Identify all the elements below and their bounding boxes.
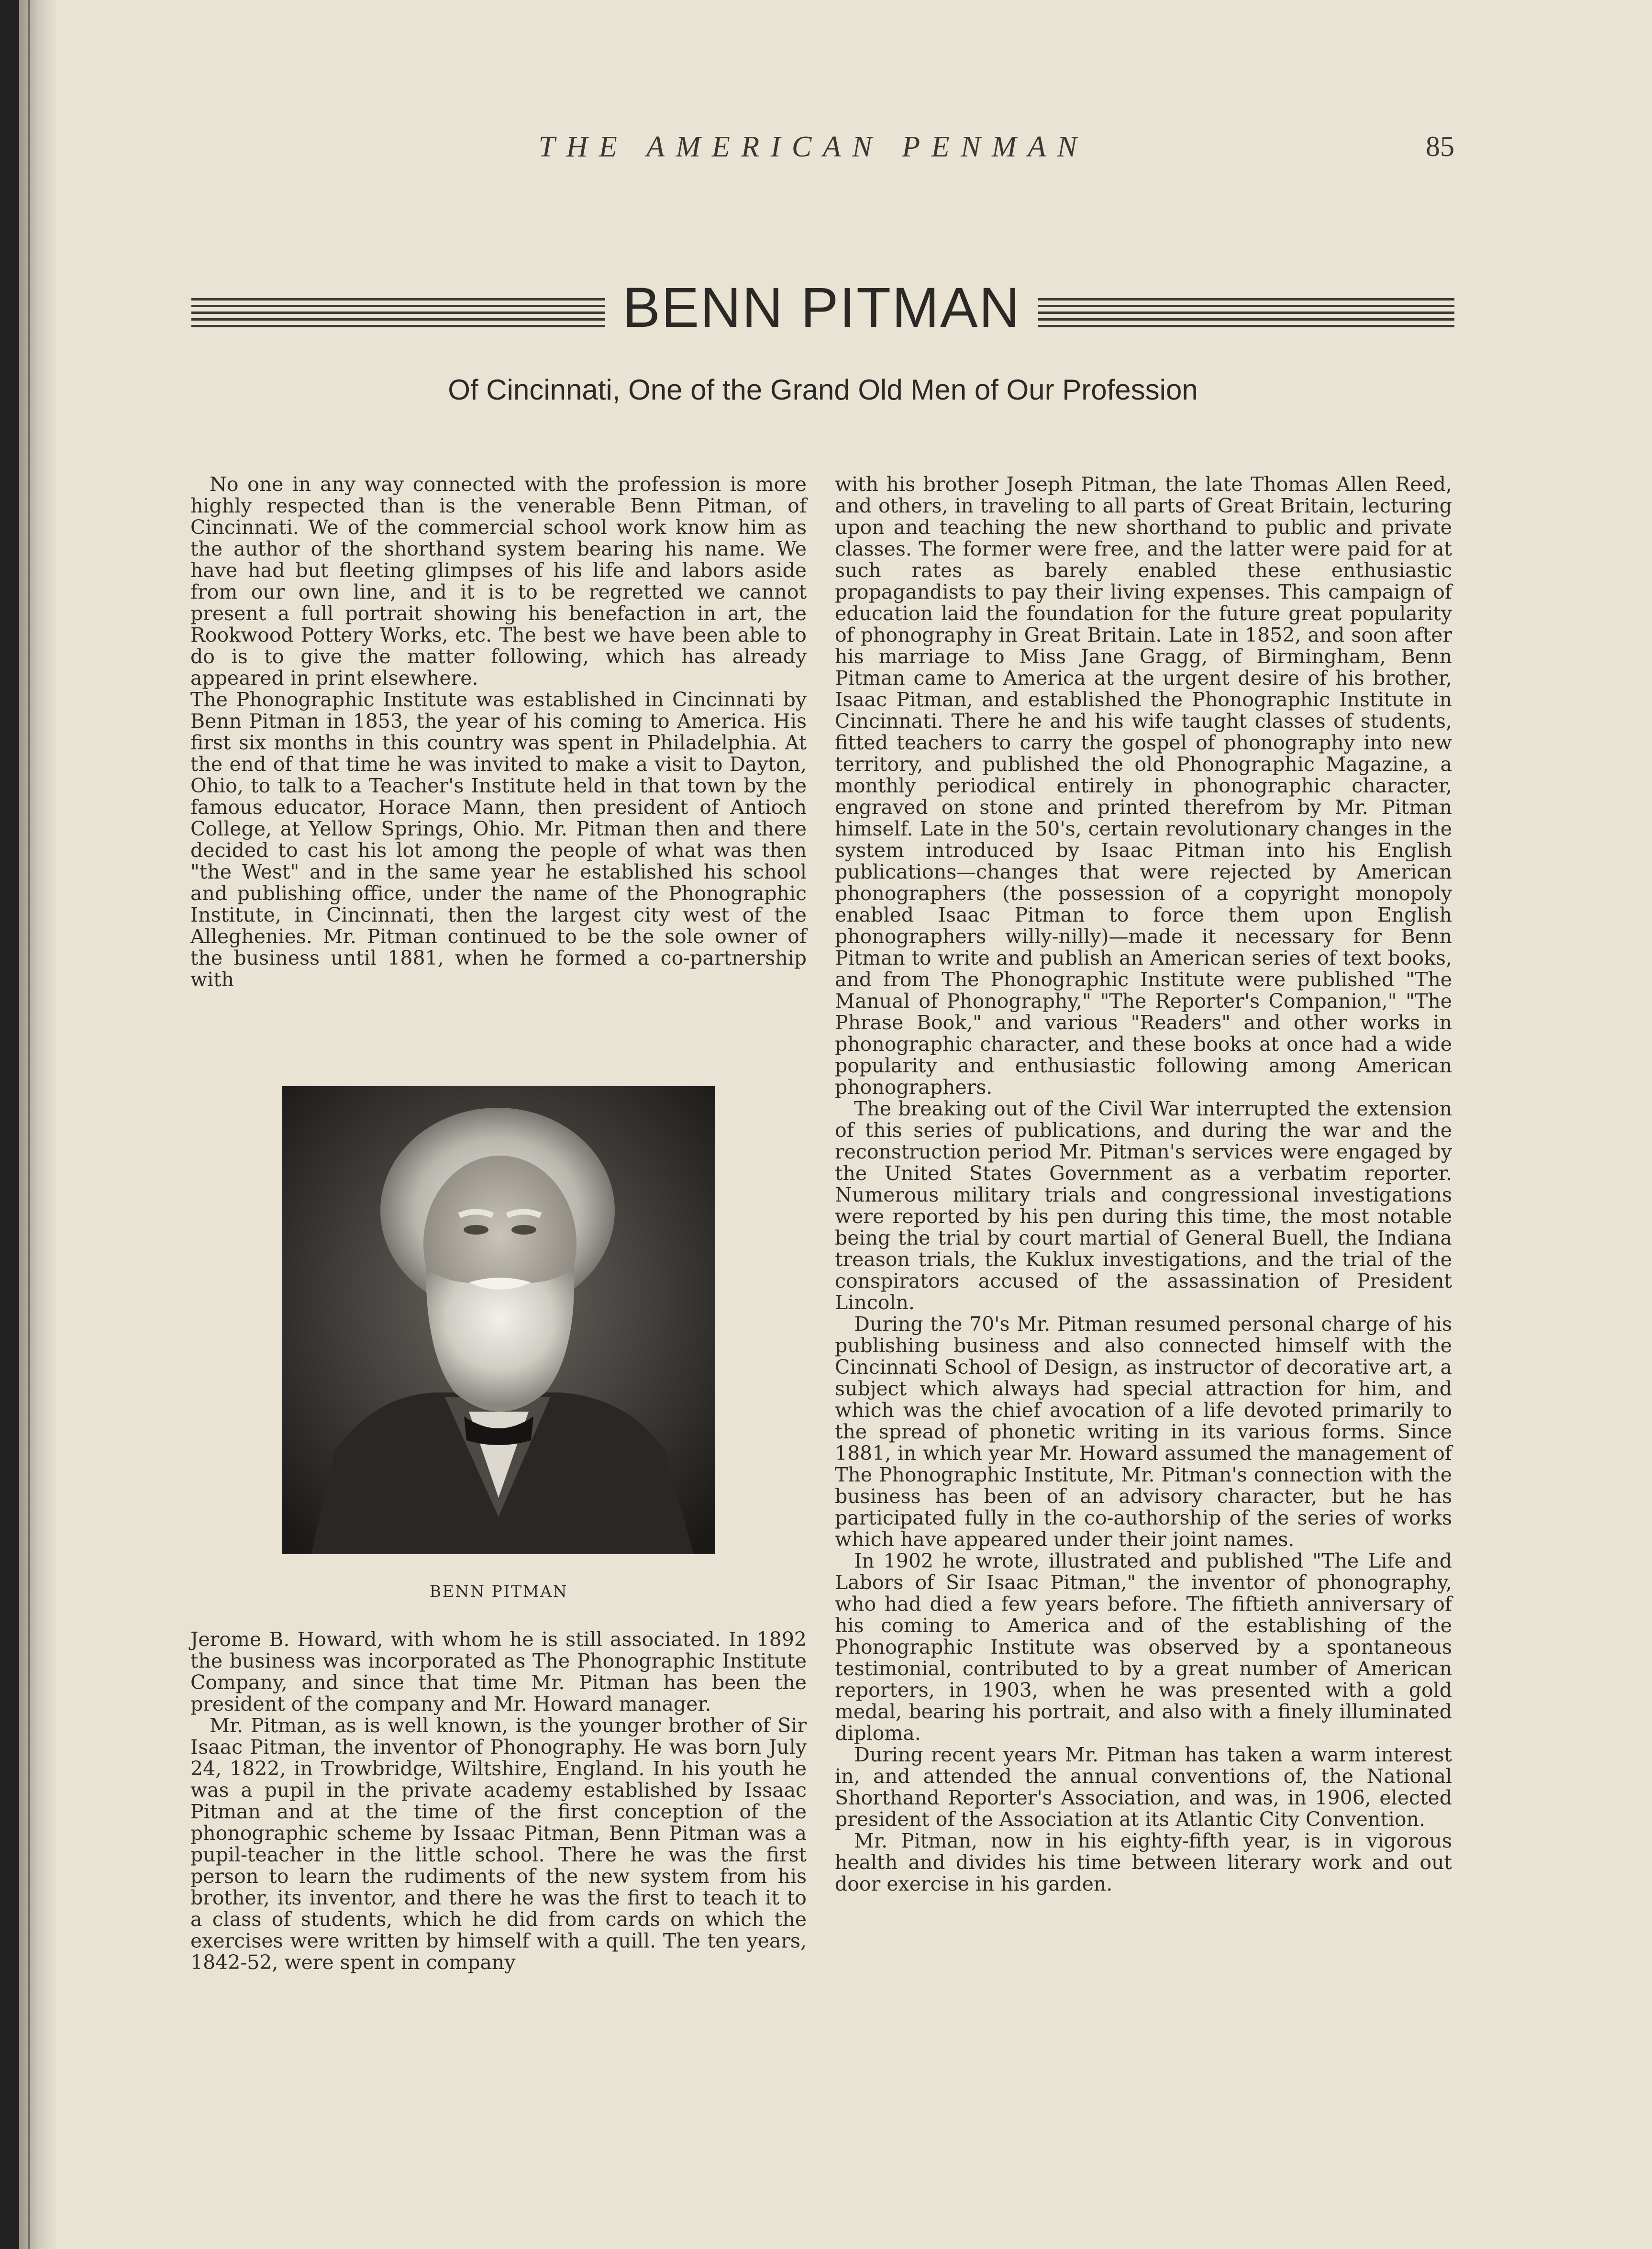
running-title: THE AMERICAN PENMAN <box>538 131 1088 163</box>
paragraph: with his brother Joseph Pitman, the late Thomas Allen Reed, and others, in traveling to all parts of Great Britain, lecturing upon and teaching the new shorthand to public and private classes. The former were free, and the latter were paid for at such rates as barely enabled these enthusiastic propagandists to pay their living expenses. This campaign of education laid the foundation for the future great popularity of phonography in Great Britain. Late in 1852, and soon after his marriage to Miss Jane Gragg, of Birmingham, Benn Pitman came to America at the urgent desire of his brother, Isaac Pitman, and established the Phonographic Institute in Cincinnati. There he and his wife taught classes of students, fitted teachers to carry the gospel of phonography into new territory, and published the old Phonographic Magazine, a monthly periodical entirely in phonographic character, engraved on stone and printed therefrom by Mr. Pitman himself. Late in the 50's, certain revolutionary changes in the system introduced by Isaac Pitman into his English publications—changes that were rejected by American phonographers (the possession of a copyright monopoly enabled Isaac Pitman to force them upon English phonographers willy-nilly)—made it necessary for Benn Pitman to write and publish an American series of text books, and from The Phonographic Institute were published "The Manual of Phonography," "The Reporter's Companion," "The Phrase Book," and various "Readers" and other works in phonographic character, and these books at once had a wide popularity and enthusiastic following among American phonographers. <box>835 473 1452 1099</box>
title-rule-left <box>191 298 605 328</box>
title-rule-right <box>1038 298 1454 328</box>
paragraph: During recent years Mr. Pitman has taken a warm interest in, and attended the annual conventions of, the National Shorthand Reporter's Association, and was, in 1906, elected president of the Association at its Atlantic City Convention. <box>835 1743 1452 1831</box>
gutter-fade <box>19 0 57 2249</box>
paragraph: Mr. Pitman, now in his eighty-fifth year, is in vigorous health and divides his time between literary work and out door exercise in his garden. <box>835 1829 1452 1895</box>
book-spine-shadow <box>0 0 19 2249</box>
left-column-bottom <box>190 1629 807 1973</box>
paragraph: In 1902 he wrote, illustrated and published "The Life and Labors of Sir Isaac Pitman," the inventor of phonography, who had died a few years before. The fiftieth anniversary of his coming to America and of the establishing of the Phonographic Institute was observed by a spontaneous testimonial, contributed to by a great number of American reporters, in 1903, when he was presented with a gold medal, bearing his portrait, and also with a finely illuminated diploma. <box>835 1549 1452 1745</box>
paragraph: No one in any way connected with the profession is more highly respected than is the venerable Benn Pitman, of Cincinnati. We of the commercial school work know him as the author of the shorthand system bearing his name. We have had but fleeting glimpses of his life and labors aside from our own line, and it is to be regretted we cannot present a full portrait showing his benefaction in art, the Rookwood Pottery Works, etc. The best we have been able to do is to give the matter following, which has already appeared in print elsewhere. <box>190 473 807 690</box>
paragraph: Mr. Pitman, as is well known, is the younger brother of Sir Isaac Pitman, the inventor of Phonography. He was born July 24, 1822, in Trowbridge, Wiltshire, England. In his youth he was a pupil in the private academy established by Issaac Pitman and at the time of the first conception of the phonographic scheme by Issaac Pitman, Benn Pitman was a pupil-teacher in the little school. There he was the first person to learn the rudiments of the new system from his brother, its inventor, and there he was the first to teach it to a class of students, which he did from cards on which the exercises were written by himself with a quill. The ten years, 1842-52, were spent in company <box>190 1714 807 1974</box>
page-number: 85 <box>1426 131 1454 162</box>
paragraph: The breaking out of the Civil War interrupted the extension of this series of publications, and during the war and the reconstruction period Mr. Pitman's services were engaged by the United States Government as a verbatim reporter. Numerous military trials and congressional investigations were reported by his pen during this time, the most notable being the trial by court martial of General Buell, the Indiana treason trials, the Kuklux investigations, and the trial of the conspirators accused of the assassination of President Lincoln. <box>835 1097 1452 1314</box>
portrait-illustration <box>282 1086 715 1554</box>
title-row <box>191 275 1454 347</box>
portrait-photo <box>282 1086 715 1554</box>
photo-caption: BENN PITMAN <box>429 1582 568 1601</box>
gutter-line <box>28 0 30 2249</box>
right-column <box>835 474 1452 1895</box>
paragraph: Jerome B. Howard, with whom he is still associated. In 1892 the business was incorporated as The Phonographic Institute Company, and since that time Mr. Pitman has been the president of the company and Mr. Howard manager. <box>190 1628 807 1715</box>
article-title: BENN PITMAN <box>622 276 1021 339</box>
article-subtitle: Of Cincinnati, One of the Grand Old Men of Our Profession <box>448 374 1198 406</box>
paragraph: During the 70's Mr. Pitman resumed personal charge of his publishing business and also connected himself with the Cincinnati School of Design, as instructor of decorative art, a subject which always had special attraction for him, and which was the chief avocation of a life devoted primarily to the spread of phonetic writing in its various forms. Since 1881, in which year Mr. Howard assumed the management of The Phonographic Institute, Mr. Pitman's connection with the business has been of an advisory character, but he has participated fully in the co-authorship of the series of works which have appeared under their joint names. <box>835 1313 1452 1551</box>
left-column-top <box>190 474 807 991</box>
paragraph: The Phonographic Institute was established in Cincinnati by Benn Pitman in 1853, the year of his coming to America. His first six months in this country was spent in Philadelphia. At the end of that time he was invited to make a visit to Dayton, Ohio, to talk to a Teacher's Institute held in that town by the famous educator, Horace Mann, then president of Antioch College, at Yellow Springs, Ohio. Mr. Pitman then and there decided to cast his lot among the people of what was then "the West" and in the same year he established his school and publishing office, under the name of the Phonographic Institute, in Cincinnati, then the largest city west of the Alleghenies. Mr. Pitman continued to be the sole owner of the business until 1881, when he formed a co-partnership with <box>190 688 807 991</box>
